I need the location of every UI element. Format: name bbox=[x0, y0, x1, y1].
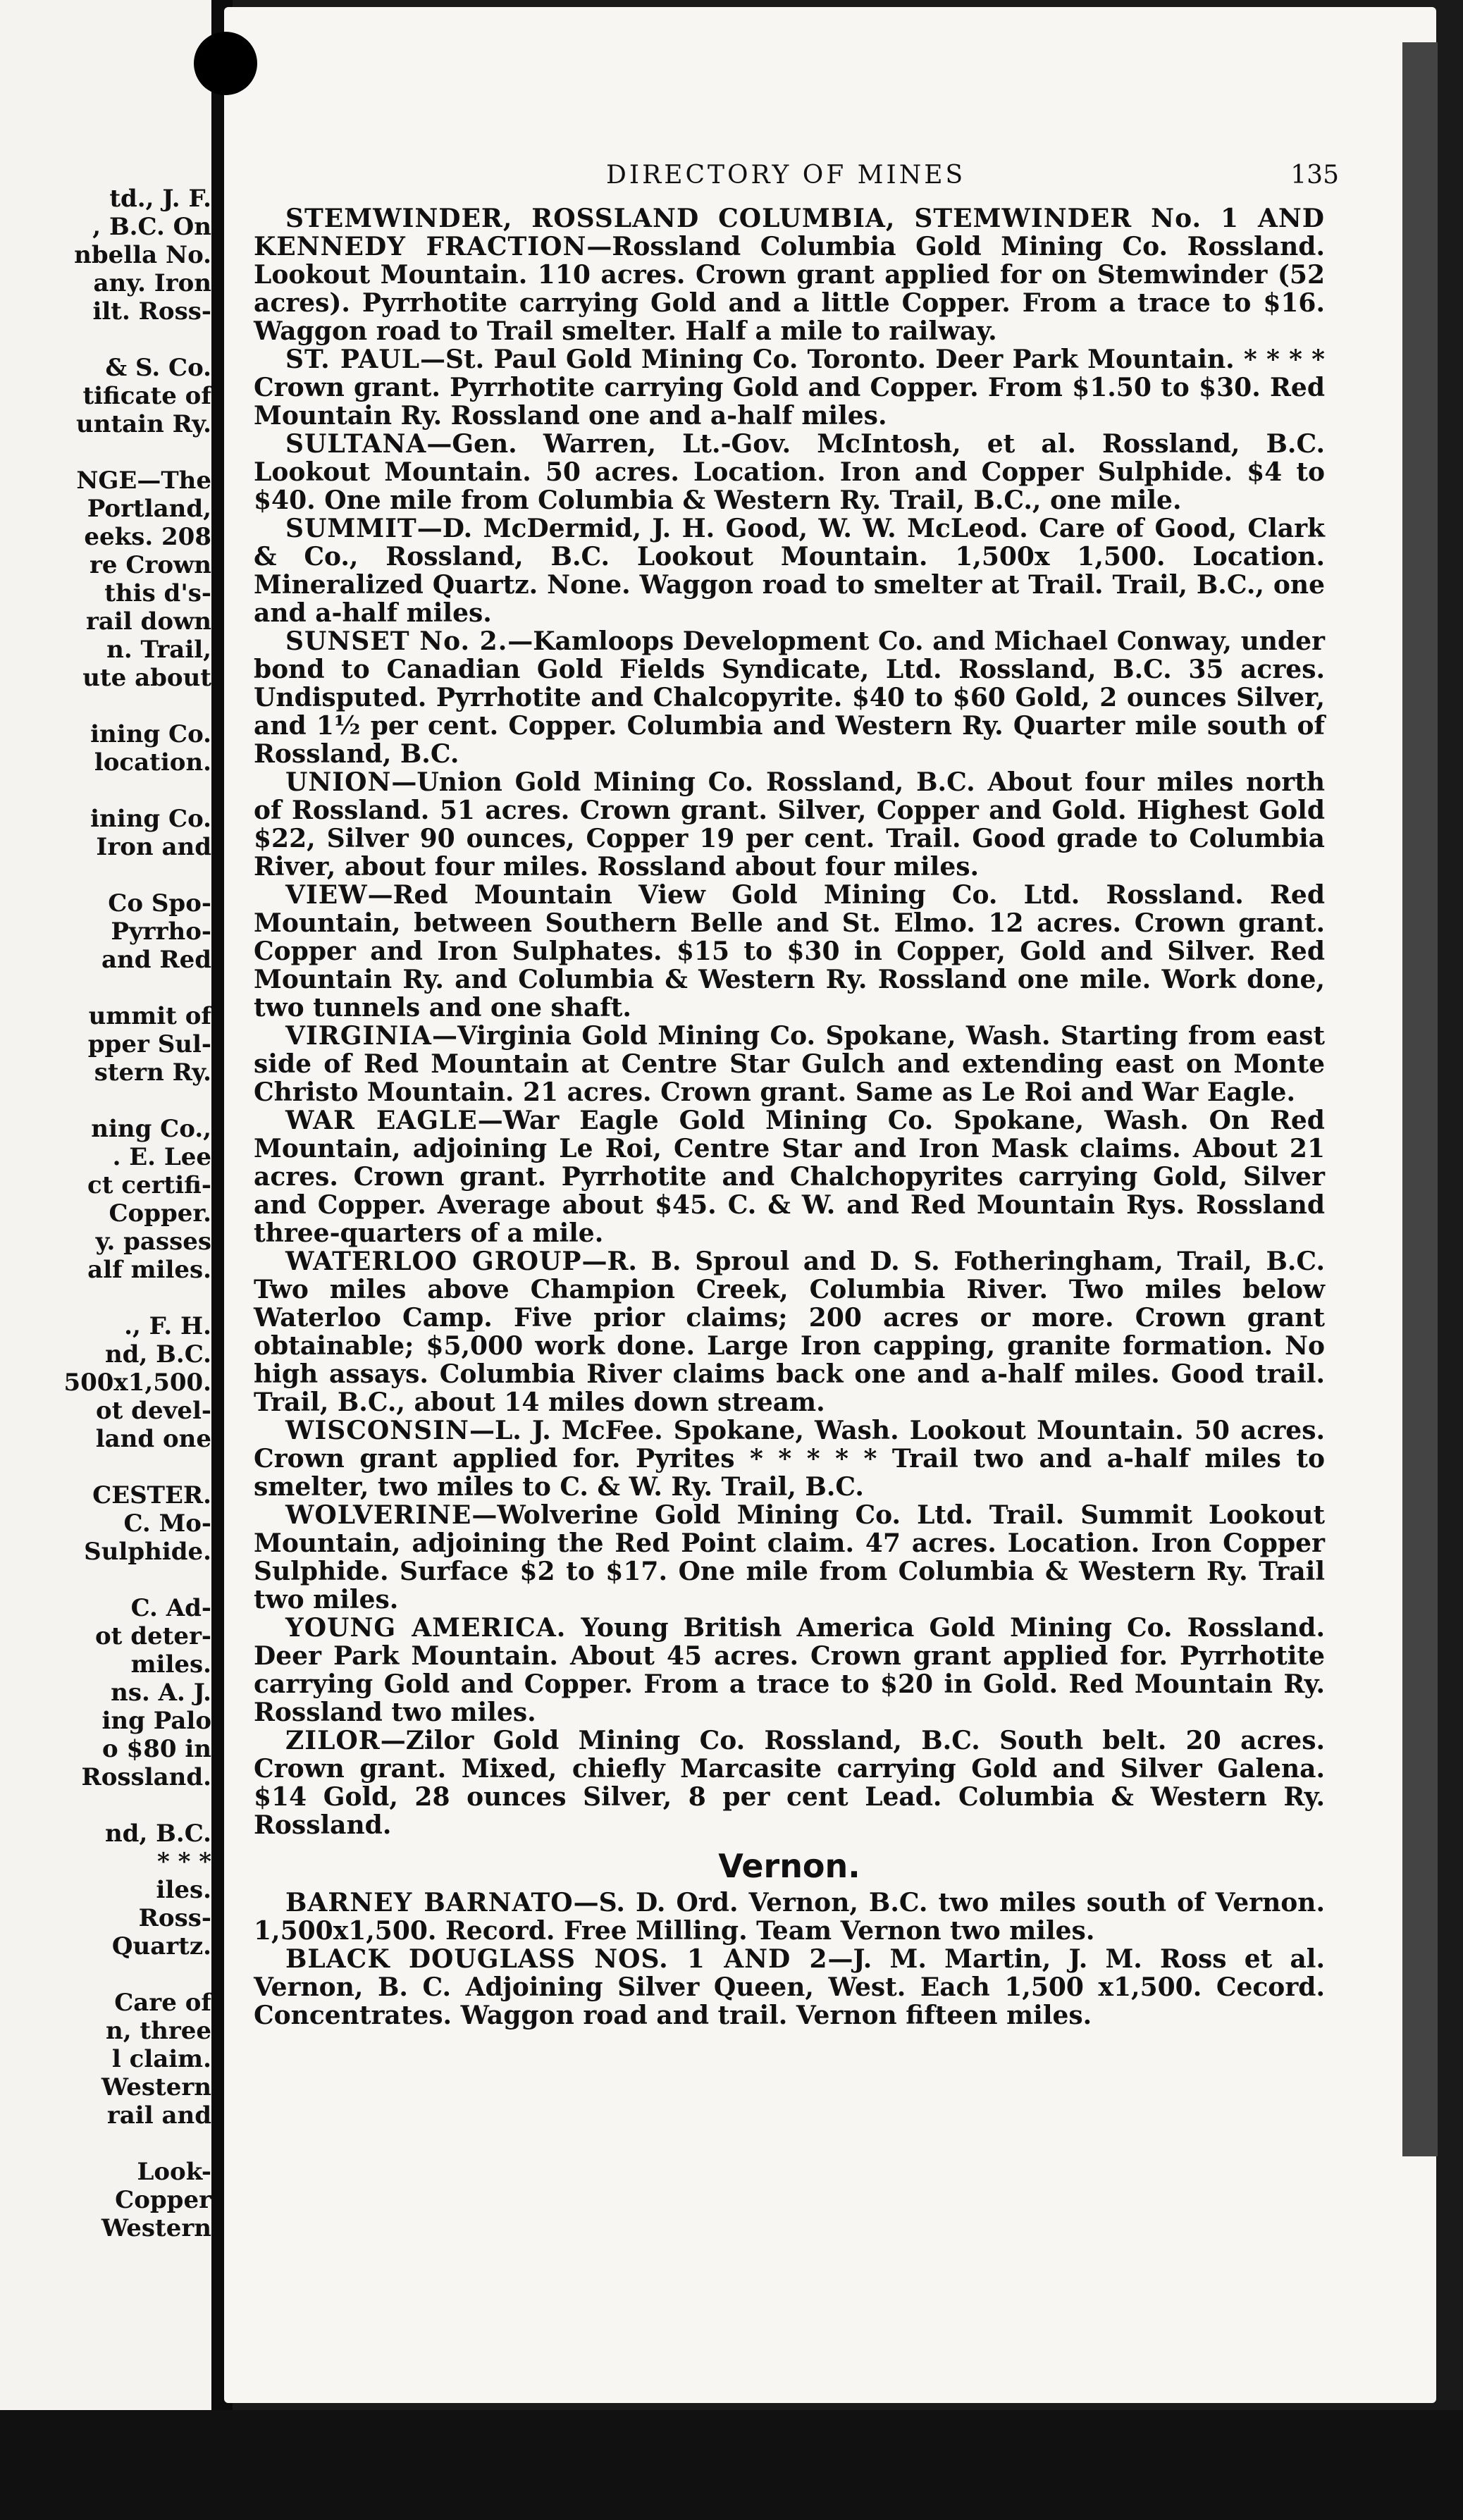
section-heading-vernon: Vernon. bbox=[718, 1847, 860, 1885]
mine-entry bbox=[254, 345, 1325, 430]
left-fragment: iles. bbox=[156, 1876, 211, 1904]
page-number: 135 bbox=[1290, 161, 1339, 190]
left-fragment: ns. A. J. bbox=[111, 1679, 211, 1707]
mine-description: —Virginia Gold Mining Co. Spokane, Wash. Starting from east side of Red Mountain at Centre Star Gulch and extending east on Monte Christo Mountain. 21 acres. Crown grant. Same as Le Roi and War Eagle. bbox=[254, 1021, 1325, 1107]
left-facing-page bbox=[0, 0, 218, 2410]
mine-entry bbox=[254, 881, 1325, 1022]
left-fragment bbox=[7, 326, 211, 354]
mine-name: SUNSET No. 2. bbox=[285, 626, 508, 656]
mine-description: —Union Gold Mining Co. Rossland, B.C. About four miles north of Rossland. 51 acres. Crown grant. Silver, Copper and Gold. Highest Gold $22, Silver 90 ounces, Copper 19 per cent. Trail. Good grade to Columbia River, about four miles. Rossland about four miles. bbox=[254, 767, 1325, 882]
left-fragment: Quartz. bbox=[111, 1932, 211, 1960]
left-fragment bbox=[7, 1087, 211, 1115]
mine-name: ST. PAUL bbox=[285, 345, 421, 374]
mine-entry bbox=[254, 1022, 1325, 1106]
directory-text bbox=[254, 204, 1325, 2030]
mine-description: —J. M. Martin, J. M. Ross et al. Vernon, B. C. Adjoining Silver Queen, West. Each 1,500 x1,500. Cecord. Concentrates. Waggon road and trail. Vernon fifteen miles. bbox=[254, 1944, 1325, 2030]
left-fragment: Co Spo- bbox=[108, 889, 211, 918]
left-fragment bbox=[7, 1566, 211, 1594]
left-fragment: ning Co., bbox=[91, 1115, 211, 1143]
mine-name: BLACK DOUGLASS NOS. 1 AND 2 bbox=[285, 1944, 828, 1974]
left-fragment bbox=[7, 974, 211, 1002]
binding-hole bbox=[194, 32, 257, 95]
left-fragment: y. passes bbox=[95, 1228, 211, 1256]
left-fragment: 500x1,500. bbox=[63, 1369, 211, 1397]
left-fragment: pper Sul- bbox=[87, 1030, 211, 1058]
left-fragment bbox=[7, 777, 211, 805]
left-fragment: stern Ry. bbox=[94, 1058, 211, 1087]
mine-description: —Wolverine Gold Mining Co. Ltd. Trail. Summit Lookout Mountain, adjoining the Red Point claim. 47 acres. Location. Iron Copper Sulphide. Surface $2 to $17. One mile from Columbia & Western Ry. Trail two miles. bbox=[254, 1500, 1325, 1614]
left-fragment: n, three bbox=[106, 2017, 211, 2045]
left-fragment: Ross- bbox=[138, 1904, 211, 1932]
left-fragment: re Crown bbox=[89, 551, 211, 579]
left-fragment: rail down bbox=[85, 607, 211, 636]
left-fragment: any. Iron bbox=[93, 269, 211, 297]
left-fragment: td., J. F. bbox=[109, 185, 211, 213]
mine-name: YOUNG AMERICA. bbox=[285, 1613, 567, 1643]
mine-entry bbox=[254, 1727, 1325, 1839]
left-fragment: Care of bbox=[114, 1989, 211, 2017]
left-fragment: Portland, bbox=[87, 495, 211, 523]
left-fragment: Pyrrho- bbox=[111, 918, 211, 946]
mine-name: SUMMIT bbox=[285, 514, 417, 543]
mine-description: Young British America Gold Mining Co. Rossland. Deer Park Mountain. About 45 acres. Crown grant applied for. Pyrrhotite carrying Gold and Copper. From a trace to $20 in Gold. Red Mountain Ry. Rossland two miles. bbox=[254, 1613, 1326, 1727]
left-fragment: rail and bbox=[106, 2101, 211, 2130]
mine-description: —R. B. Sproul and D. S. Fotheringham, Trail, B.C. Two miles above Champion Creek, Columbia River. Two miles below Waterloo Camp. Five prior claims; 200 acres or more. Crown grant obtainable; $5,000 work done. Large Iron capping, granite formation. No high assays. Columbia River claims back one and a-half miles. Good trail. Trail, B.C., about 14 miles down stream. bbox=[254, 1247, 1325, 1417]
mine-description: —D. McDermid, J. H. Good, W. W. McLeod. Care of Good, Clark & Co., Rossland, B.C. Lookout Mountain. 1,500x 1,500. Location. Mineralized Quartz. None. Waggon road to smelter at Trail. Trail, B.C., one and a-half miles. bbox=[254, 514, 1325, 628]
left-fragment: ., F. H. bbox=[124, 1312, 211, 1340]
left-fragment: nd, B.C. bbox=[104, 1820, 211, 1848]
left-fragment: nbella No. bbox=[74, 241, 211, 269]
mine-name: VIEW bbox=[285, 880, 368, 910]
left-fragment: , B.C. On bbox=[92, 213, 211, 241]
left-fragment: ot deter- bbox=[95, 1622, 211, 1650]
left-fragment: and Red bbox=[101, 946, 211, 974]
mine-entry bbox=[254, 1416, 1325, 1501]
mine-name: STEMWINDER, ROSSLAND COLUMBIA, STEMWINDER No. 1 AND KENNEDY FRACTION bbox=[254, 204, 1325, 261]
left-fragment: n. Trail, bbox=[106, 636, 211, 664]
vernon-entries bbox=[254, 1889, 1325, 2030]
rossland-entries bbox=[254, 204, 1325, 1839]
mine-name: SULTANA bbox=[285, 429, 427, 459]
left-fragment: alf miles. bbox=[87, 1256, 211, 1284]
left-fragment bbox=[7, 438, 211, 467]
left-fragment: nd, B.C. bbox=[104, 1340, 211, 1369]
mine-entry bbox=[254, 1106, 1325, 1247]
mine-description: —Kamloops Development Co. and Michael Conway, under bond to Canadian Gold Fields Syndicate, Ltd. Rossland, B.C. 35 acres. Undisputed. Pyrrhotite and Chalcopyrite. $40 to $60 Gold, 2 ounces Silver, and 1½ per cent. Copper. Columbia and Western Ry. Quarter mile south of Rossland, B.C. bbox=[254, 626, 1325, 769]
mine-name: VIRGINIA bbox=[285, 1021, 432, 1051]
left-fragment: Rossland. bbox=[81, 1763, 211, 1791]
mine-entry bbox=[254, 430, 1325, 514]
left-fragment: ing Palo bbox=[101, 1707, 211, 1735]
left-fragment: this d's- bbox=[104, 579, 211, 607]
left-fragment: miles. bbox=[130, 1650, 211, 1679]
left-fragment: location. bbox=[94, 748, 211, 777]
mine-description: —War Eagle Gold Mining Co. Spokane, Wash. On Red Mountain, adjoining Le Roi, Centre Star and Iron Mask claims. About 21 acres. Crown grant. Pyrrhotite and Chalchopyrites carrying Gold, Silver and Copper. Average about $45. C. & W. and Red Mountain Rys. Rossland three-quarters of a mile. bbox=[254, 1106, 1325, 1248]
left-fragment: Western bbox=[101, 2214, 211, 2242]
left-fragment: ute about bbox=[82, 664, 211, 692]
mine-description: —S. D. Ord. Vernon, B.C. two miles south of Vernon. 1,500x1,500. Record. Free Milling. Team Vernon two miles. bbox=[254, 1888, 1325, 1946]
left-fragment: Copper. bbox=[109, 1199, 211, 1228]
running-head bbox=[381, 161, 1339, 189]
mine-description: —St. Paul Gold Mining Co. Toronto. Deer Park Mountain. * * * * Crown grant. Pyrrhotite carrying Gold and Copper. From $1.50 to $30. Red Mountain Ry. Rossland one and a-half miles. bbox=[254, 345, 1325, 431]
mine-entry bbox=[254, 1889, 1325, 1945]
mine-description: —L. J. McFee. Spokane, Wash. Lookout Mountain. 50 acres. Crown grant applied for. Pyrites * * * * * Trail two and a-half miles to smelter, two miles to C. & W. Ry. Trail, B.C. bbox=[254, 1416, 1325, 1502]
left-fragment: Sulphide. bbox=[84, 1538, 211, 1566]
mine-description: —Rossland Columbia Gold Mining Co. Rossland. Lookout Mountain. 110 acres. Crown grant applied for on Stemwinder (52 acres). Pyrrhotite carrying Gold and a little Copper. From a trace to $16. Waggon road to Trail smelter. Half a mile to railway. bbox=[254, 232, 1325, 346]
left-fragment: ilt. Ross- bbox=[92, 297, 211, 326]
left-fragment: C. Ad- bbox=[130, 1594, 211, 1622]
mine-entry bbox=[254, 1614, 1325, 1727]
left-fragment bbox=[7, 692, 211, 720]
left-fragment bbox=[7, 1960, 211, 1989]
left-fragment: eeks. 208 bbox=[84, 523, 211, 551]
left-fragment: ining Co. bbox=[90, 720, 211, 748]
left-fragment: ct certifi- bbox=[87, 1171, 211, 1199]
left-fragment: . E. Lee bbox=[112, 1143, 211, 1171]
mine-description: —Gen. Warren, Lt.-Gov. McIntosh, et al. Rossland, B.C. Lookout Mountain. 50 acres. Location. Iron and Copper Sulphide. $4 to $40. One mile from Columbia & Western Ry. Trail, B.C., one mile. bbox=[254, 429, 1325, 515]
left-fragment: ot devel- bbox=[95, 1397, 211, 1425]
left-fragment bbox=[7, 1791, 211, 1820]
mine-entry bbox=[254, 204, 1325, 345]
mine-entry bbox=[254, 1501, 1325, 1614]
mine-entry bbox=[254, 627, 1325, 768]
left-fragment: & S. Co. bbox=[105, 354, 211, 382]
left-fragment: untain Ry. bbox=[76, 410, 211, 438]
left-fragment: NGE—The bbox=[76, 467, 211, 495]
mine-description: —Red Mountain View Gold Mining Co. Ltd. Rossland. Red Mountain, between Southern Belle and St. Elmo. 12 acres. Crown grant. Copper and Iron Sulphates. $15 to $30 in Copper, Gold and Silver. Red Mountain Ry. and Columbia & Western Ry. Rossland one mile. Work done, two tunnels and one shaft. bbox=[254, 880, 1325, 1023]
mine-description: —Zilor Gold Mining Co. Rossland, B.C. South belt. 20 acres. Crown grant. Mixed, chiefly Marcasite carrying Gold and Silver Galena. $14 Gold, 28 ounces Silver, 8 per cent Lead. Columbia & Western Ry. Rossland. bbox=[254, 1726, 1325, 1840]
left-fragment: ining Co. bbox=[90, 805, 211, 833]
left-fragment: l claim. bbox=[111, 2045, 211, 2073]
mine-name: BARNEY BARNATO bbox=[285, 1888, 574, 1917]
left-fragment bbox=[7, 1284, 211, 1312]
mine-name: WAR EAGLE bbox=[285, 1106, 478, 1135]
left-fragment bbox=[7, 861, 211, 889]
left-fragment: land one bbox=[95, 1425, 211, 1453]
mine-entry bbox=[254, 514, 1325, 627]
mine-entry bbox=[254, 768, 1325, 881]
scan-background bbox=[0, 2410, 1463, 2520]
mine-name: UNION bbox=[285, 767, 392, 797]
left-fragment: Copper bbox=[115, 2186, 211, 2214]
left-fragment: Western bbox=[101, 2073, 211, 2101]
left-fragment: ummit of bbox=[88, 1002, 211, 1030]
mine-name: WATERLOO GROUP bbox=[285, 1247, 582, 1276]
left-fragment bbox=[7, 1453, 211, 1481]
left-fragment: tificate of bbox=[82, 382, 211, 410]
left-page-text-fragments bbox=[7, 185, 211, 2242]
running-head-title: DIRECTORY OF MINES bbox=[606, 161, 966, 190]
mine-name: WOLVERINE bbox=[285, 1500, 472, 1530]
mine-entry bbox=[254, 1945, 1325, 2030]
left-fragment bbox=[7, 2130, 211, 2158]
left-fragment: * * * bbox=[156, 1848, 211, 1876]
left-fragment: Iron and bbox=[96, 833, 211, 861]
mine-name: WISCONSIN bbox=[285, 1416, 469, 1445]
left-fragment: C. Mo- bbox=[123, 1509, 211, 1538]
left-fragment: o $80 in bbox=[102, 1735, 211, 1763]
mine-entry bbox=[254, 1247, 1325, 1416]
left-fragment: Look- bbox=[137, 2158, 211, 2186]
left-fragment: CESTER. bbox=[92, 1481, 211, 1509]
mine-name: ZILOR bbox=[285, 1726, 381, 1755]
page-edge-shadow bbox=[1402, 42, 1438, 2156]
